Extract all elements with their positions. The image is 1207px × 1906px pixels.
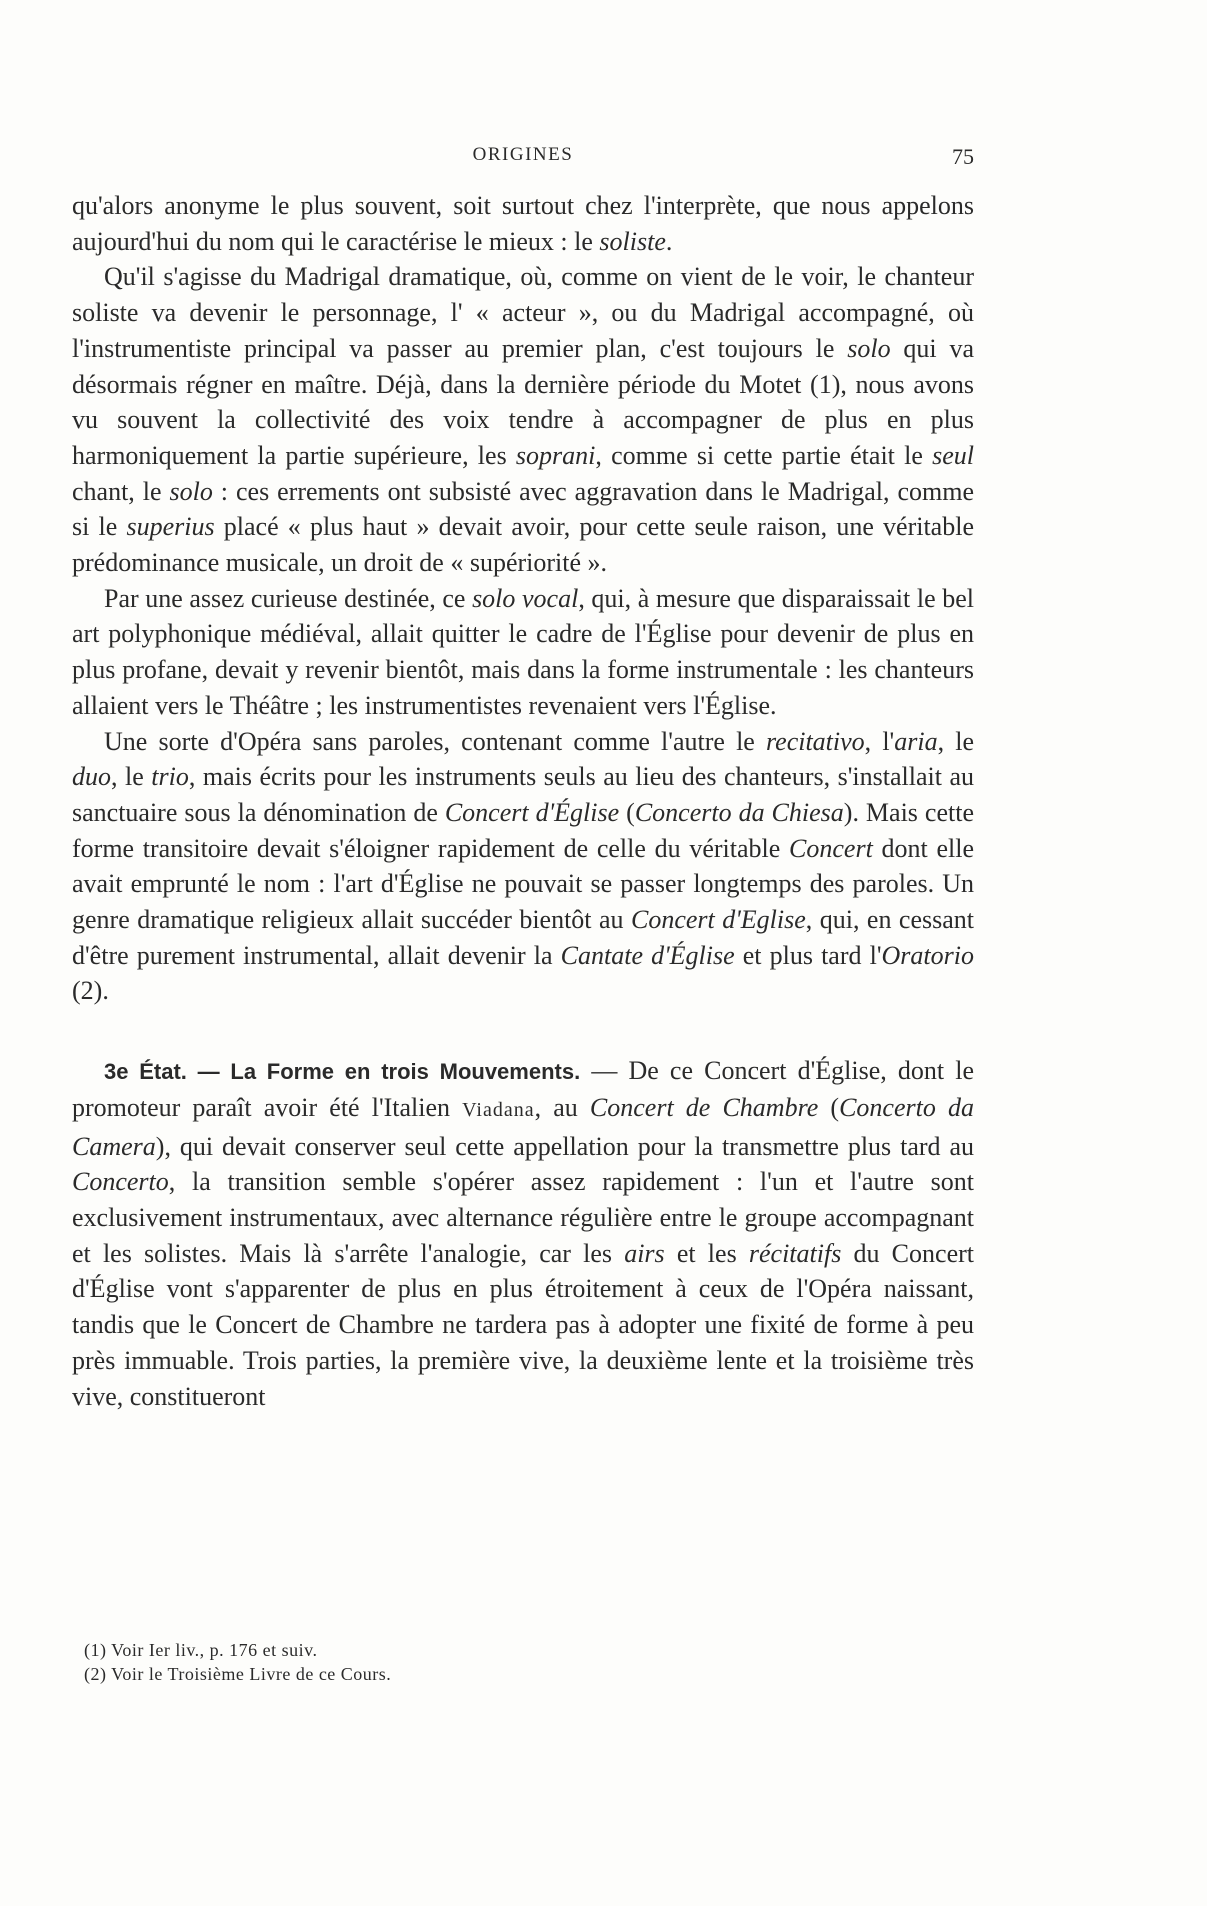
italic-span: Oratorio	[881, 940, 974, 970]
italic-span: Concerto da Chiesa	[634, 797, 844, 827]
text-span: (	[619, 797, 635, 827]
italic-span: récitatifs	[748, 1238, 842, 1268]
footnotes	[84, 1638, 944, 1686]
text-span: dont elle avait emprunté le nom : l'art d'Église ne pouvait se passer longtemps des paroles. Un genre dramatique religieux allait succéder bientôt au	[72, 833, 974, 935]
chapter-title: ORIGINES	[472, 144, 574, 165]
italic-span: aria	[894, 726, 938, 756]
italic-span: Cantate d'Église	[560, 940, 735, 970]
text-span: (2).	[72, 976, 109, 1006]
italic-span: Concert	[789, 833, 873, 863]
text-span: Une sorte d'Opéra sans paroles, contenant comme l'autre le	[104, 726, 766, 756]
text-span: , comme si cette partie était le	[595, 440, 933, 470]
text-span: du Concert d'Église vont s'apparenter de plus en plus étroitement à ceux de l'Opéra naissant, tandis que le Concert de Chambre ne tardera pas à adopter une fixité de forme à peu près immuable. Trois parties, la première vive, la deuxième lente et la troisième très vive, constitueront	[72, 1238, 974, 1411]
italic-span: soliste	[599, 226, 666, 256]
running-header	[72, 144, 974, 174]
section-heading: 3e État. — La Forme en trois Mouvements.	[104, 1059, 581, 1085]
text-span: , l'	[864, 726, 895, 756]
italic-span: recitativo	[766, 726, 865, 756]
italic-span: soprani	[515, 440, 596, 470]
italic-span: airs	[624, 1238, 665, 1268]
text-span: qui va désormais régner en maître. Déjà, dans la dernière période du Motet (1), nous avons vu souvent la collectivité des voix tendre à accompagner de plus en plus harmoniquement la partie supérieure, les	[72, 333, 975, 470]
text-span: , le	[111, 762, 152, 792]
text-span: ). Mais cette forme transitoire devait s'éloigner rapidement de celle du véritable	[72, 797, 974, 863]
small-caps-name: Viadana	[462, 1098, 535, 1121]
text-span: et les	[664, 1238, 749, 1268]
italic-span: seul	[932, 440, 974, 470]
text-span: , mais écrits pour les instruments seuls au lieu des chanteurs, s'installait au sanctuaire sous la dénomination de	[72, 762, 975, 827]
paragraph-1	[72, 188, 974, 259]
section-paragraph	[72, 1053, 974, 1414]
italic-span: Concert d'Église	[444, 797, 620, 827]
italic-span: solo vocal	[472, 583, 579, 613]
text-span: , au	[534, 1092, 590, 1122]
text-span: (	[818, 1092, 840, 1122]
text-span: Qu'il s'agisse du Madrigal dramatique, où, comme on vient de le voir, le chanteur soliste va devenir le personnage, l' « acteur », ou du Madrigal accompagné, où l'instrumentiste principal va passer au premier plan, c'est toujours le	[72, 262, 974, 363]
paragraph-2	[72, 259, 974, 580]
paragraph-3	[72, 581, 974, 724]
text-span: placé « plus haut » devait avoir, pour cette seule raison, une véritable prédominance musicale, un droit de « supériorité ».	[72, 512, 974, 578]
italic-span: superius	[126, 512, 215, 542]
footnote-2: (2) Voir le Troisième Livre de ce Cours.	[84, 1664, 392, 1684]
italic-span: Concert d'Eglise	[631, 905, 806, 935]
text-span: et plus tard l'	[734, 940, 882, 970]
italic-span: solo	[169, 476, 213, 506]
body-text	[72, 188, 974, 1414]
text-span: : ces errements ont subsisté avec aggravation dans le Madrigal, comme si le	[72, 476, 974, 542]
text-span: , la transition semble s'opérer assez rapidement : l'un et l'autre sont exclusivement instrumentaux, avec alternance régulière entre le groupe accompagnant et les solistes. Mais là s'arrête l'analogie, car les	[72, 1167, 974, 1268]
text-span: , qui, à mesure que disparaissait le bel art polyphonique médiéval, allait quitter le cadre de l'Église pour devenir de plus en plus profane, devait y revenir bientôt, mais dans la forme instrumentale : les chanteurs allaient vers le Théâtre ; les instrumentistes revenaient vers l'Église.	[72, 583, 974, 720]
text-span: ), qui devait conserver seul cette appellation pour la transmettre plus tard au	[155, 1131, 974, 1161]
italic-span: Concerto	[72, 1167, 169, 1197]
italic-span: Concert de Chambre	[589, 1092, 819, 1122]
italic-span: Concerto da Camera	[72, 1092, 974, 1161]
italic-span: duo	[72, 762, 111, 792]
text-span: Par une assez curieuse destinée, ce	[104, 583, 473, 613]
text-span: qu'alors anonyme le plus souvent, soit surtout chez l'interprète, que nous appelons aujourd'hui du nom qui le caractérise le mieux : le	[72, 191, 974, 256]
footnote-1: (1) Voir Ier liv., p. 176 et suiv.	[84, 1640, 318, 1660]
text-span: chant, le	[72, 476, 170, 506]
text-span: , le	[937, 726, 974, 756]
text-span: .	[665, 226, 673, 256]
paragraph-4	[72, 724, 974, 1010]
italic-span: solo	[847, 333, 891, 363]
page-number: 75	[952, 144, 974, 169]
text-span: , qui, en cessant d'être purement instrumental, allait devenir la	[72, 905, 975, 970]
text-span: — De ce Concert d'Église, dont le promoteur paraît avoir été l'Italien	[72, 1056, 974, 1122]
italic-span: trio	[151, 762, 189, 792]
